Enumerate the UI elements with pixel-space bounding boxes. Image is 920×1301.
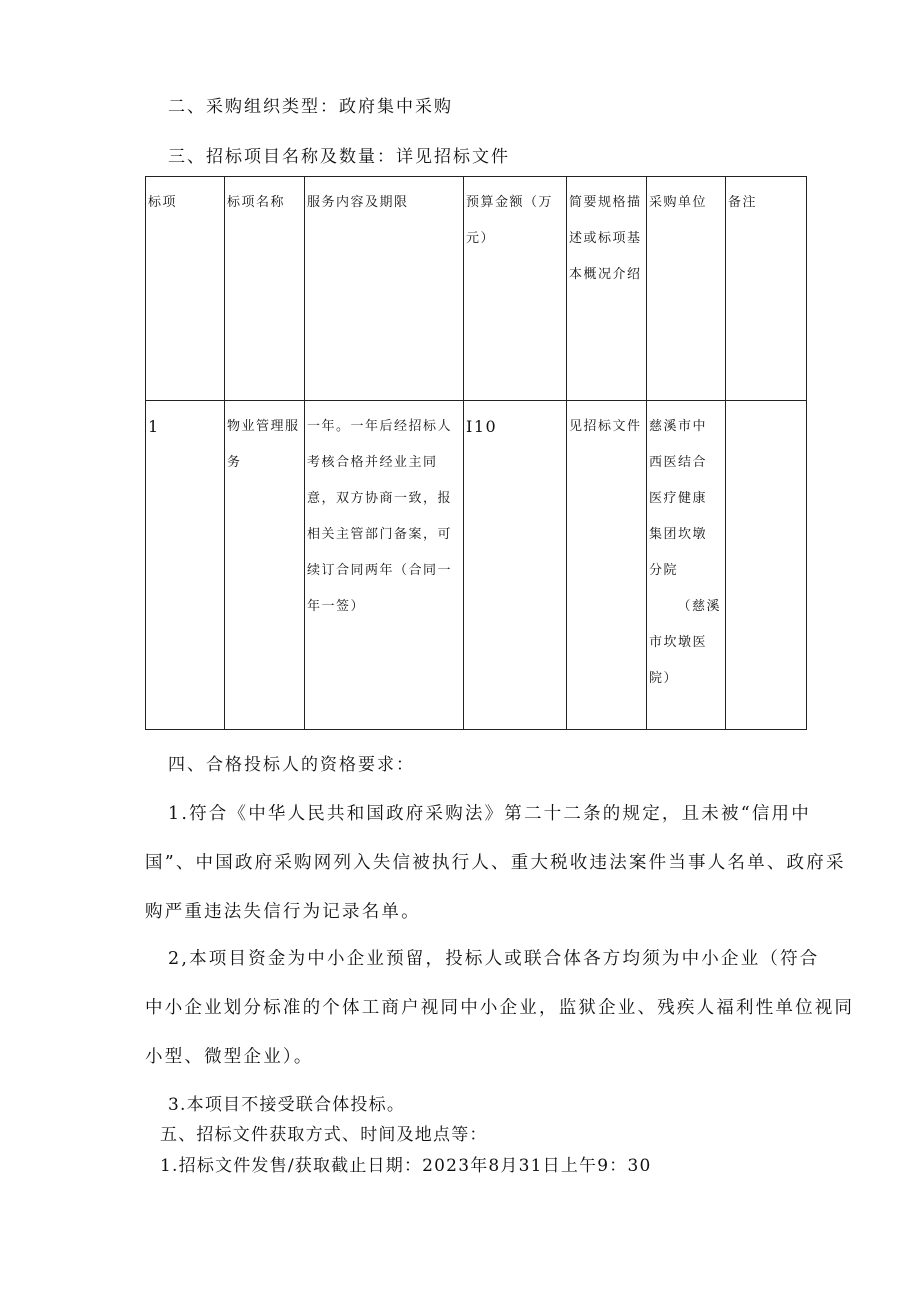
purchaser-note: （慈溪 [677,599,721,614]
header-budget: 预算金额（万元） [464,177,567,401]
table-row [146,401,807,730]
cell-item: 1 [146,401,225,730]
purchaser-name: 慈溪市中西医结合医疗健康集团坎墩分院 [649,419,708,578]
req-1-line-1: 1.符合《中华人民共和国政府采购法》第二十二条的规定，且未被“信用中 [168,804,811,824]
table-header-row [146,177,807,401]
req-1-line-2: 国”、中国政府采购网列入失信被执行人、重大税收违法案件当事人名单、政府采 [145,853,846,873]
cell-purchaser [647,401,726,730]
header-spec: 简要规格描述或标项基本概况介绍 [567,177,647,401]
cell-service: 一年。一年后经招标人考核合格并经业主同意，双方协商一致，报相关主管部门备案，可续订合同两年（合同一年一签） [305,401,464,730]
cell-item-name: 物业管理服务 [225,401,305,730]
cell-budget: I10 [464,401,567,730]
acquisition-deadline: 1.招标文件发售/获取截止日期：2023年8月31日上午9：30 [160,1156,652,1176]
header-service: 服务内容及期限 [305,177,464,401]
req-2-line-1: 2,本项目资金为中小企业预留，投标人或联合体各方均须为中小企业（符合 [168,949,820,969]
req-1-line-3: 购严重违法失信行为记录名单。 [145,902,421,922]
purchaser-note-cont: 市坎墩医院） [649,635,708,686]
section-project-name: 三、招标项目名称及数量：详见招标文件 [168,147,510,167]
header-purchaser: 采购单位 [647,177,726,401]
bid-items-table [145,176,807,730]
cell-remark [726,401,807,730]
section-procurement-type: 二、采购组织类型：政府集中采购 [168,97,453,117]
req-2-line-3: 小型、微型企业）。 [145,1047,314,1067]
header-item-name: 标项名称 [225,177,305,401]
cell-spec: 见招标文件 [567,401,647,730]
section-acquisition: 五、招标文件获取方式、时间及地点等： [160,1125,488,1145]
req-2-line-2: 中小企业划分标准的个体工商户视同中小企业，监狱企业、残疾人福利性单位视同 [145,998,855,1018]
header-item: 标项 [146,177,225,401]
req-3: 3.本项目不接受联合体投标。 [168,1095,406,1115]
header-remark: 备注 [726,177,807,401]
section-qualification: 四、合格投标人的资格要求： [168,755,415,775]
